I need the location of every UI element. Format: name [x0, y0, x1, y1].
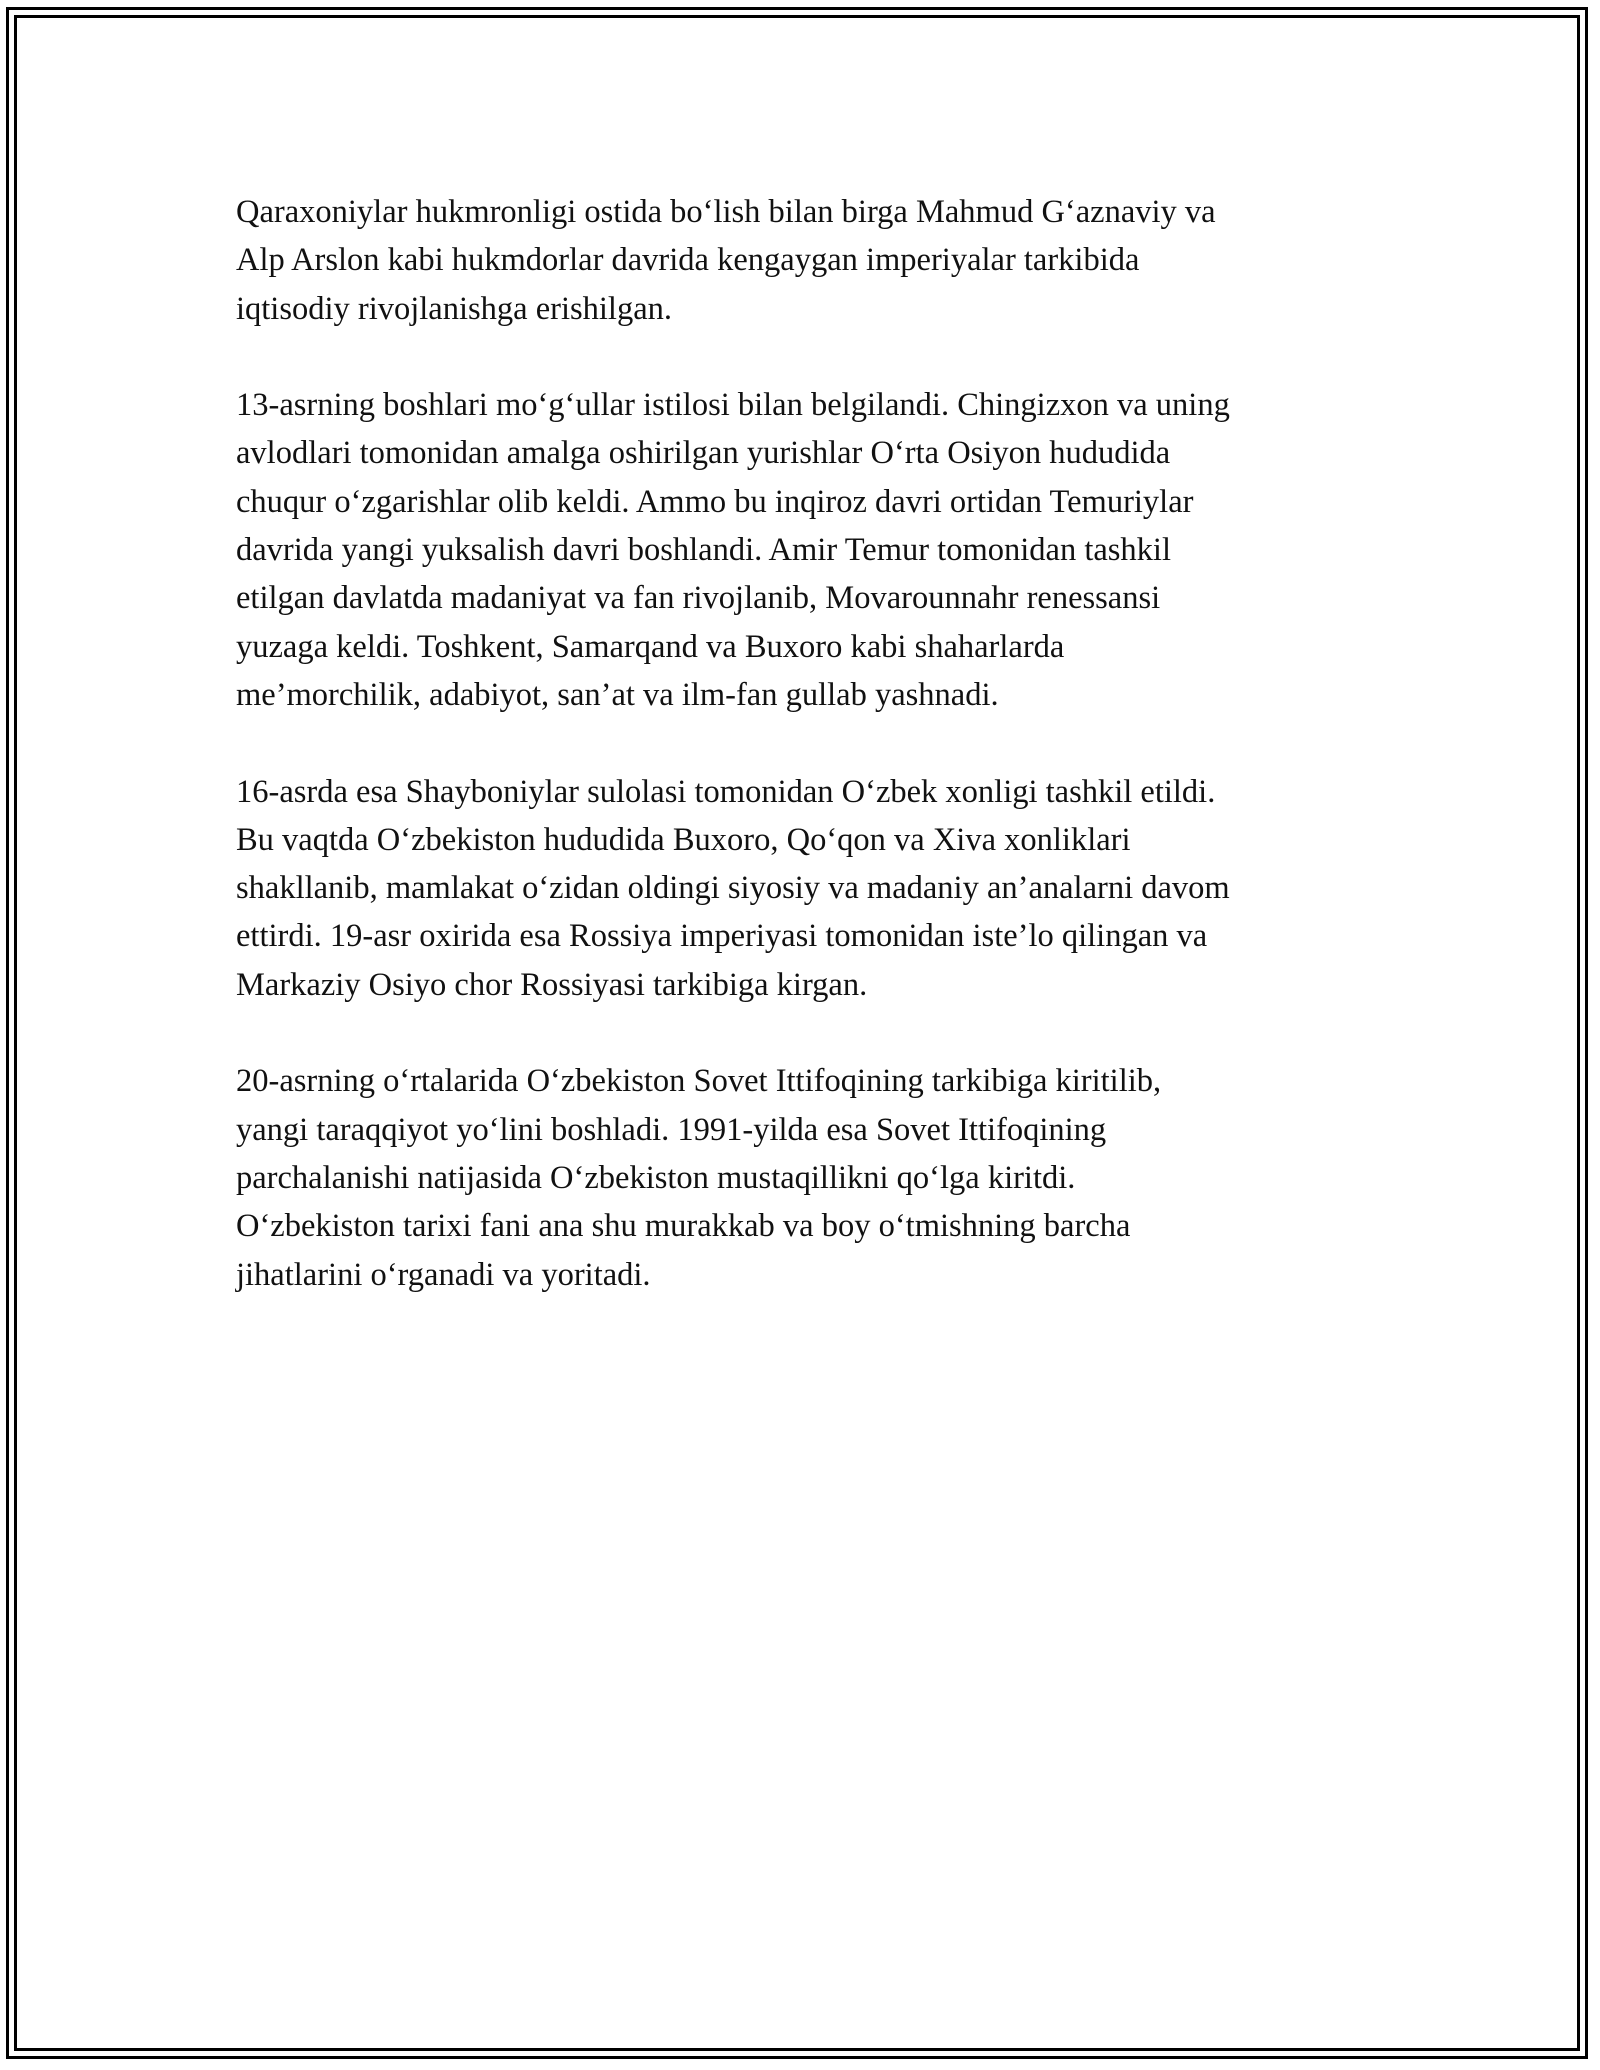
paragraph-3: 16-asrda esa Shayboniylar sulolasi tomonidan O‘zbek xonligi tashkil etildi. Bu vaqtda O‘zbekiston hududida Buxoro, Qo‘qon va Xiva xonliklari shakllanib, mamlakat o‘zidan oldingi siyosiy va madaniy an’analarni davom ettirdi. 19-asr oxirida esa Rossiya imperiyasi tomonidan iste’lo qilingan va Markaziy Osiyo chor Rossiyasi tarkibiga kirgan.: [236, 773, 1230, 1003]
document-body: [236, 188, 1376, 1347]
paragraph-4: 20-asrning o‘rtalarida O‘zbekiston Sovet Ittifoqining tarkibiga kiritilib, yangi taraqqiyot yo‘lini boshladi. 1991-yilda esa Sovet Ittifoqining parchalanishi natijasida O‘zbekiston mustaqillikni qo‘lga kiritdi. O‘zbekiston tarixi fani ana shu murakkab va boy o‘tmishning barcha jihatlarini o‘rganadi va yoritadi.: [236, 1063, 1162, 1293]
paragraph-1: Qaraxoniylar hukmronligi ostida bo‘lish bilan birga Mahmud G‘aznaviy va Alp Arslon kabi hukmdorlar davrida kengaygan imperiyalar tarkibida iqtisodiy rivojlanishga erishilgan.: [236, 194, 1216, 327]
paragraph-2: 13-asrning boshlari mo‘g‘ullar istilosi bilan belgilandi. Chingizxon va uning avlodlari tomonidan amalga oshirilgan yurishlar O‘rta Osiyon hududida chuqur o‘zgarishlar olib keldi. Ammo bu inqiroz davri ortidan Temuriylar davrida yangi yuksalish davri boshlandi. Amir Temur tomonidan tashkil etilgan davlatda madaniyat va fan rivojlanib, Movarounnahr renessansi yuzaga keldi. Toshkent, Samarqand va Buxoro kabi shaharlarda me’morchilik, adabiyot, san’at va ilm-fan gullab yashnadi.: [236, 387, 1230, 713]
